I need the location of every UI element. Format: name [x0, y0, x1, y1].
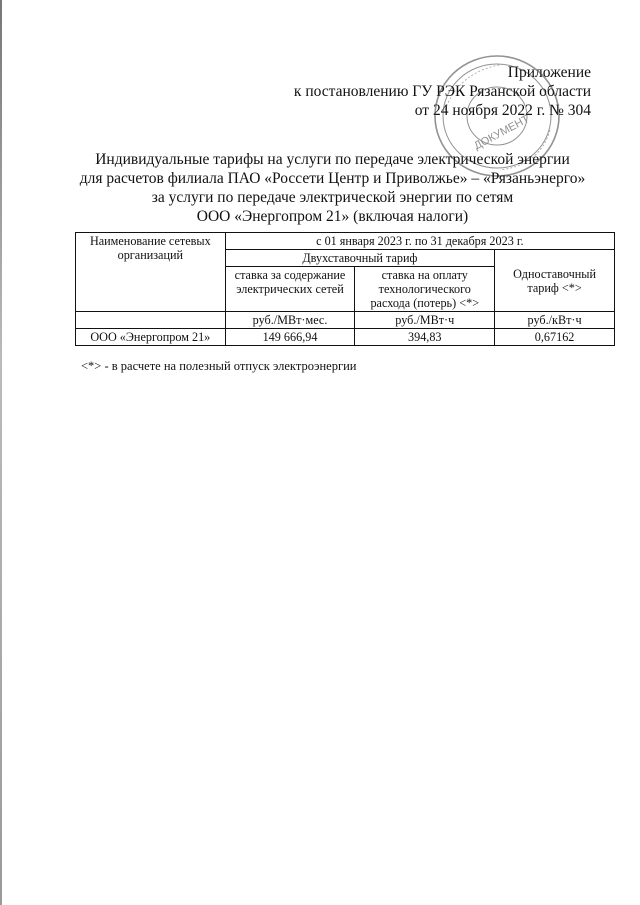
losses-rate-header: ставка на оплату технологического расхода (потерь) <*> [355, 267, 495, 312]
footnote: <*> - в расчете на полезный отпуск электроэнергии [81, 359, 357, 373]
unit-empty-cell [76, 312, 226, 329]
row-single-value: 0,67162 [495, 329, 615, 346]
scan-edge [0, 0, 2, 905]
title-line-3: за услуги по передаче электрической энергии по сетям [151, 189, 514, 206]
row-losses-value: 394,83 [355, 329, 495, 346]
title-line-1: Индивидуальные тарифы на услуги по передаче электрической энергии [95, 151, 570, 168]
appendix-label: Приложение [507, 64, 591, 81]
decree-date-number: от 24 ноября 2022 г. № 304 [414, 102, 591, 119]
title-line-2: для расчетов филиала ПАО «Россети Центр и Приволжье» – «Рязаньэнерго» [79, 170, 586, 187]
document-title [60, 150, 605, 226]
decree-reference: к постановлению ГУ РЭК Рязанской области [293, 83, 591, 100]
unit-losses: руб./МВт·ч [355, 312, 495, 329]
two-rate-header: Двухставочный тариф [225, 250, 495, 267]
single-rate-header: Одноставочный тариф <*> [495, 250, 615, 312]
period-header: с 01 января 2023 г. по 31 декабря 2023 г. [225, 233, 614, 250]
maintenance-rate-header: ставка за содержание электрических сетей [225, 267, 355, 312]
table-row [76, 329, 615, 346]
row-maintenance-value: 149 666,94 [225, 329, 355, 346]
org-column-header: Наименование сетевых организаций [76, 233, 226, 312]
unit-single: руб./кВт·ч [495, 312, 615, 329]
unit-maintenance: руб./МВт·мес. [225, 312, 355, 329]
title-line-4: ООО «Энергопром 21» (включая налоги) [196, 208, 469, 225]
tariff-table [75, 232, 615, 346]
stamp-label: ДОКУМЕНТ [472, 113, 532, 153]
row-org: ООО «Энергопром 21» [76, 329, 226, 346]
